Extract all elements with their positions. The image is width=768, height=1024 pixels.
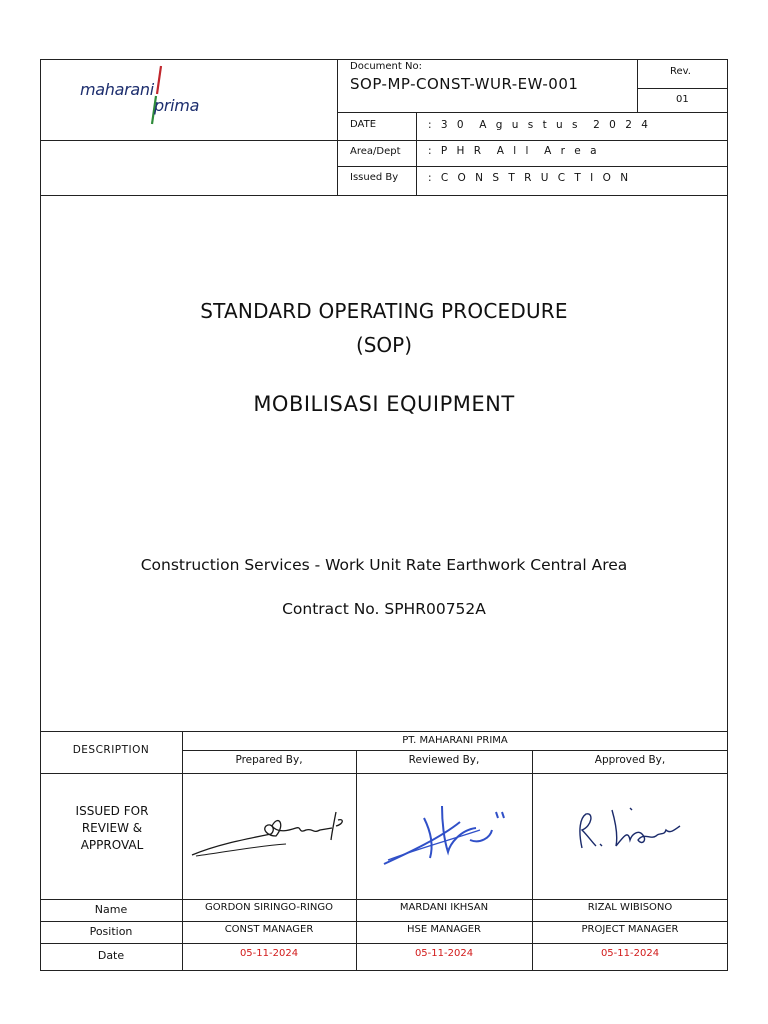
title-line-1: STANDARD OPERATING PROCEDURE (200, 299, 568, 323)
rev-label: Rev. (670, 66, 691, 77)
col-divider-1 (182, 731, 183, 971)
position-label: Position (89, 925, 133, 938)
header-bottom-line (40, 195, 728, 196)
prepared-position: CONST MANAGER (224, 924, 314, 935)
approval-top-line (40, 731, 728, 732)
reviewed-position: HSE MANAGER (407, 924, 481, 935)
company-name: PT. MAHARANI PRIMA (402, 735, 508, 746)
date-label: DATE (350, 119, 377, 130)
rev-divider (637, 59, 638, 112)
prepared-name: GORDON SIRINGO-RINGO (205, 902, 333, 913)
signature-prepared-icon (186, 800, 354, 864)
signature-row-line (40, 899, 728, 900)
logo-text-prima: prima (154, 96, 200, 115)
logo-bottom-line (40, 140, 728, 141)
area-value: : P H R A l l A r e a (428, 145, 600, 157)
area-label: Area/Dept (350, 146, 401, 157)
issued-for-text: ISSUED FOR REVIEW & APPROVAL (75, 804, 149, 852)
rev-value: 01 (676, 94, 689, 105)
signature-approved-icon (572, 800, 692, 856)
subtitle-scope: Construction Services - Work Unit Rate Earthwork Central Area (140, 556, 628, 574)
signature-reviewed-icon (380, 800, 510, 870)
contract-number: Contract No. SPHR00752A (282, 600, 486, 618)
reviewed-name: MARDANI IKHSAN (399, 902, 489, 913)
issued-by-value: : C O N S T R U C T I O N (428, 172, 632, 184)
approved-position: PROJECT MANAGER (581, 924, 679, 935)
description-label: DESCRIPTION (72, 744, 150, 756)
docno-bottom-line (337, 112, 728, 113)
prepared-by-label: Prepared By, (235, 754, 303, 766)
label-divider (416, 112, 417, 195)
date-value: : 3 0 A g u s t u s 2 0 2 4 (428, 119, 651, 131)
col-divider-2 (356, 750, 357, 971)
rev-separator (637, 88, 728, 89)
logo-text-maharani: maharani (80, 80, 154, 99)
area-bottom-line (337, 166, 728, 167)
document-no-label: Document No: (350, 61, 422, 72)
title-line-2: (SOP) (355, 333, 413, 357)
col-divider-3 (532, 750, 533, 971)
document-title: MOBILISASI EQUIPMENT (253, 392, 515, 416)
name-label: Name (94, 903, 128, 916)
issued-by-label: Issued By (350, 172, 399, 183)
approved-by-label: Approved By, (594, 754, 666, 766)
date-row-label: Date (97, 949, 125, 962)
reviewed-by-label: Reviewed By, (408, 754, 480, 766)
reviewed-date: 05-11-2024 (414, 948, 474, 959)
document-no-value: SOP-MP-CONST-WUR-EW-001 (350, 75, 579, 93)
prepared-date: 05-11-2024 (239, 948, 299, 959)
position-row-line (40, 943, 728, 944)
name-row-line (40, 921, 728, 922)
company-row-line (182, 750, 728, 751)
header-divider (337, 59, 338, 195)
approved-name: RIZAL WIBISONO (587, 902, 673, 913)
logo-stripe-icon (145, 64, 165, 126)
role-row-line (40, 773, 728, 774)
approved-date: 05-11-2024 (600, 948, 660, 959)
